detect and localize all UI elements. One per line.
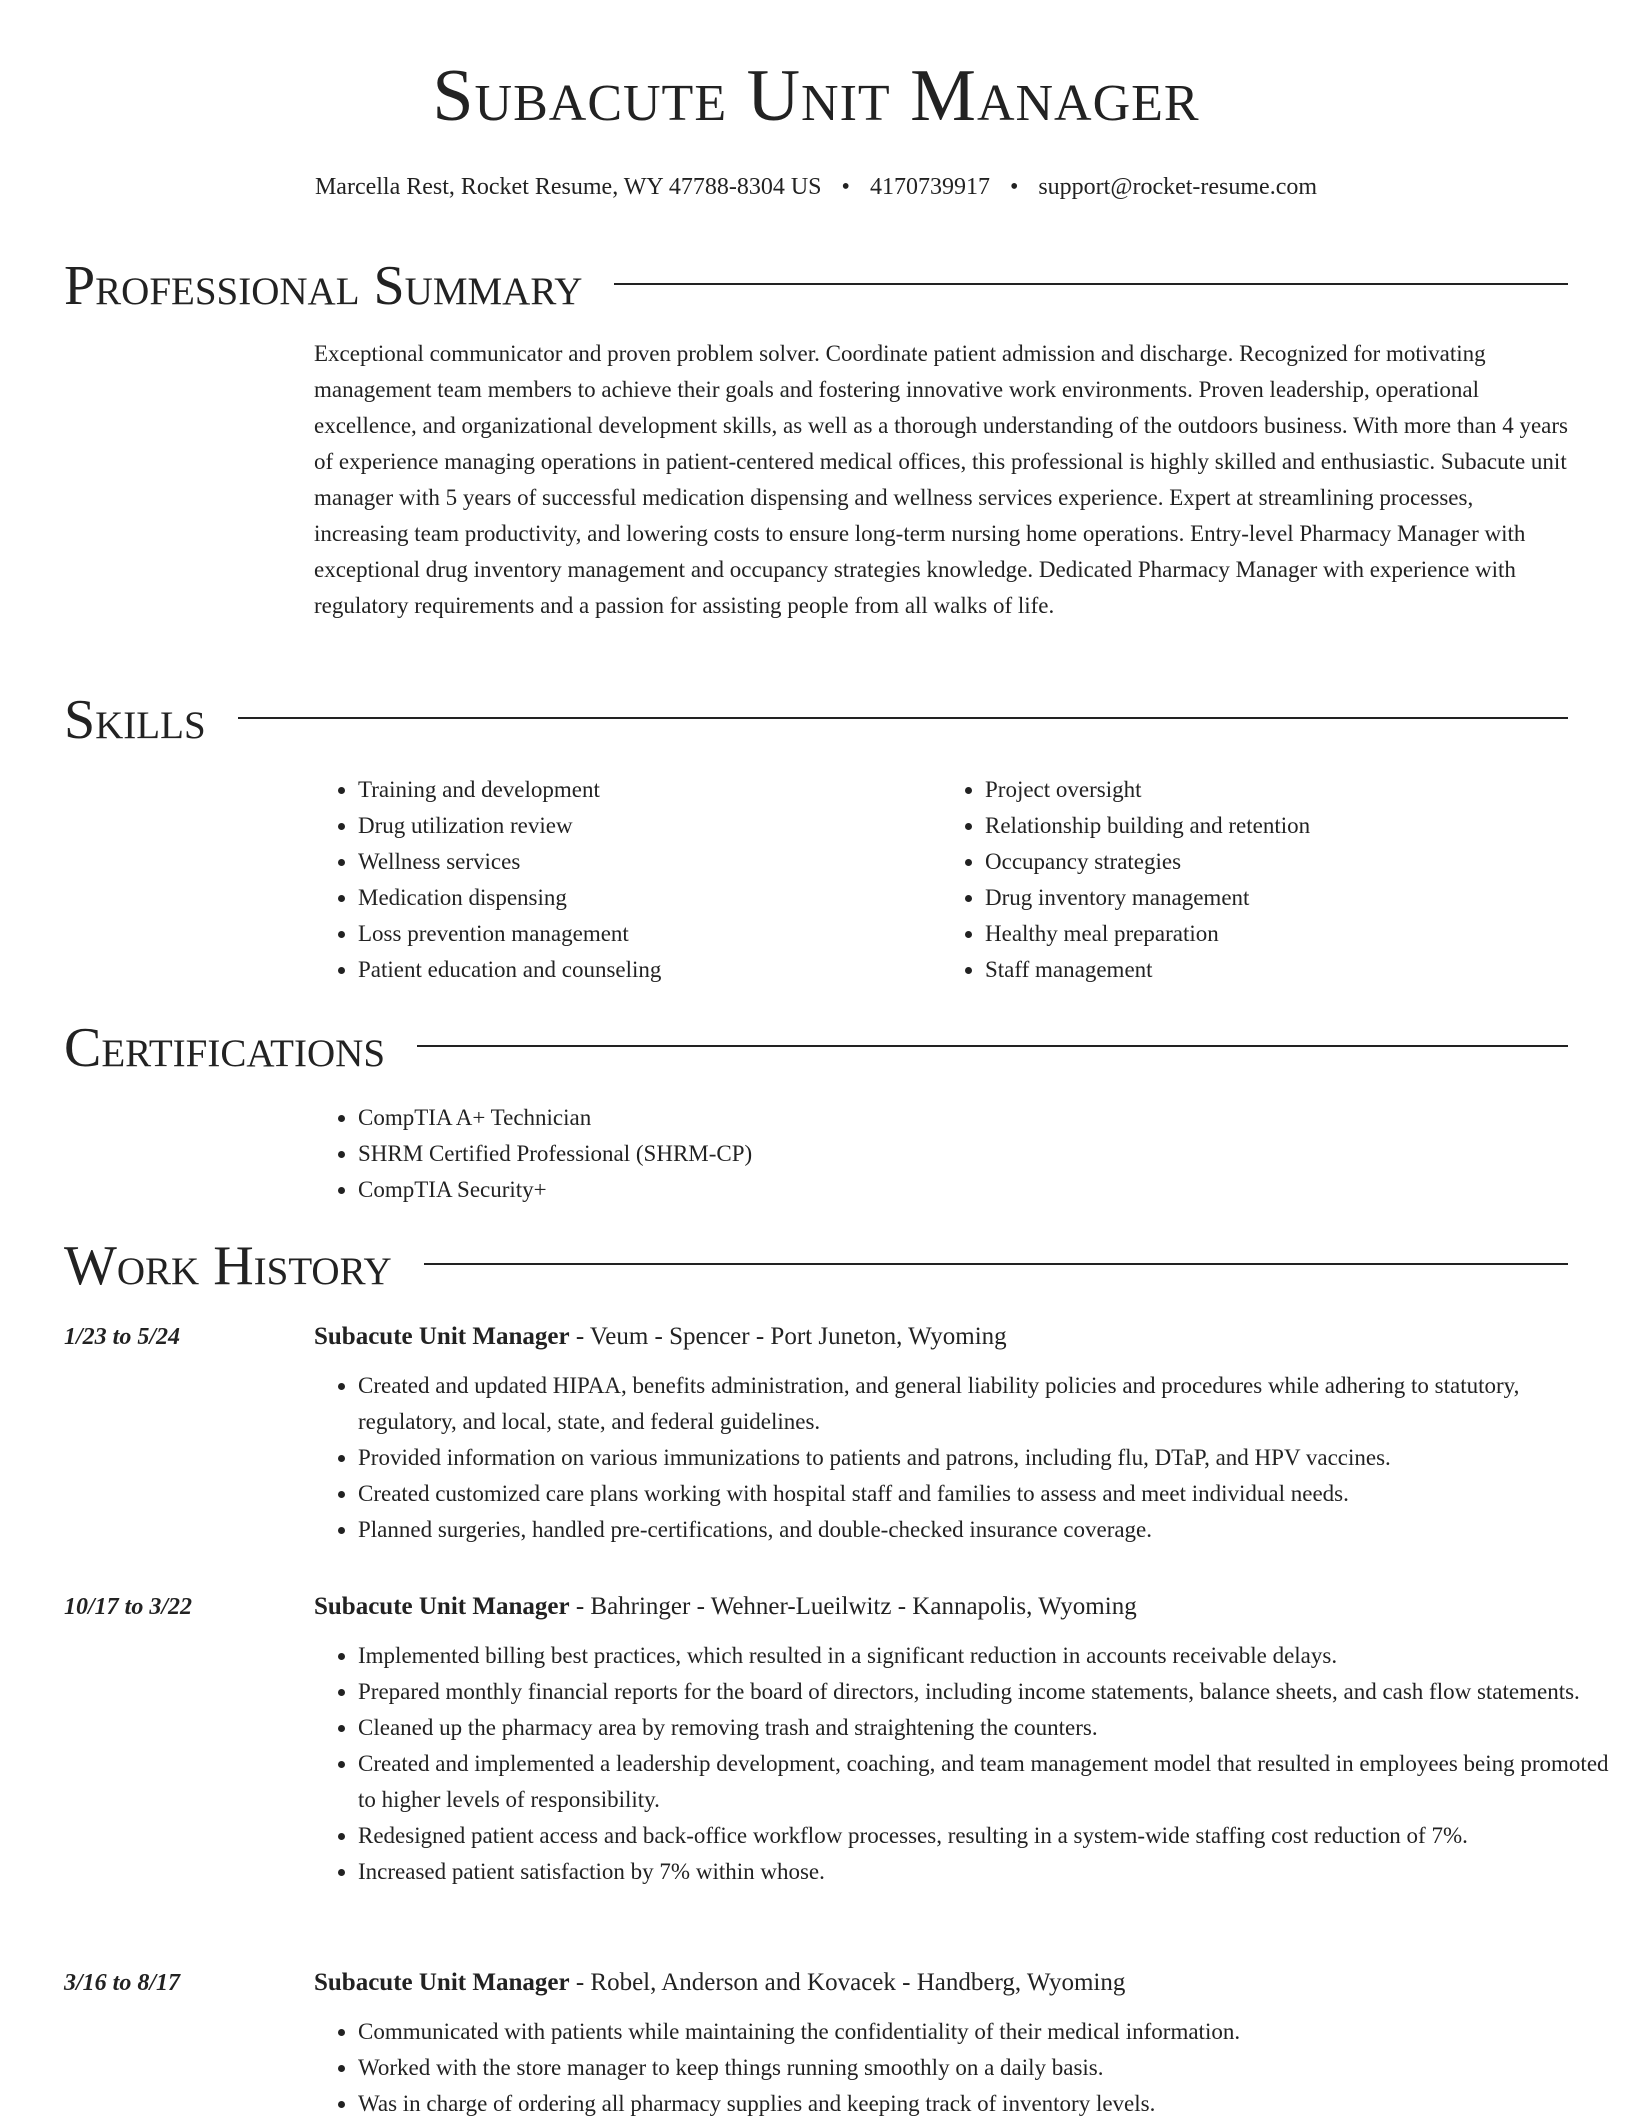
contact-line [0, 172, 1632, 203]
job-dates: 10/17 to 3/22 [64, 1594, 193, 1620]
summary-heading-rule [614, 283, 1568, 285]
skill-item: • Relationship building and retention [985, 808, 1568, 844]
skills-list [314, 772, 1568, 988]
job-bullet: • Provided information on various immunizations to patients and patrons, including flu, DTaP, and HPV vaccines. [358, 1440, 1612, 1476]
skill-item: • Occupancy strategies [985, 844, 1568, 880]
work-history-heading-rule [424, 1263, 1568, 1265]
contact-separator: • [841, 174, 850, 200]
skill-item: • Project oversight [985, 772, 1568, 808]
job-title: Subacute Unit Manager [314, 1593, 570, 1620]
contact-phone: 4170739917 [869, 174, 990, 200]
job-bullet: • Worked with the store manager to keep things running smoothly on a daily basis. [358, 2050, 1612, 2086]
summary-heading [64, 255, 1568, 317]
job-bullets [314, 1638, 1612, 1890]
work-history-heading [64, 1235, 1568, 1297]
job-company: - Bahringer - Wehner-Lueilwitz - Kannapolis, Wyoming [569, 1593, 1137, 1620]
certifications-heading-rule [417, 1045, 1568, 1047]
skill-item: • Wellness services [358, 844, 941, 880]
job-bullet: • Planned surgeries, handled pre-certifications, and double-checked insurance coverage. [358, 1512, 1612, 1548]
skill-item: • Patient education and counseling [358, 952, 941, 988]
skill-item: • Healthy meal preparation [985, 916, 1568, 952]
job-dates: 1/23 to 5/24 [64, 1324, 181, 1350]
skill-item: • Medication dispensing [358, 880, 941, 916]
job-bullet: • Cleaned up the pharmacy area by removing trash and straightening the counters. [358, 1710, 1612, 1746]
job-bullet: • Was in charge of ordering all pharmacy supplies and keeping track of inventory levels. [358, 2086, 1612, 2122]
summary-heading-title: Professional Summary [64, 255, 583, 317]
certification-item: • CompTIA Security+ [358, 1172, 752, 1208]
summary-text: Exceptional communicator and proven problem solver. Coordinate patient admission and discharge. Recognized for motivating management team members to achieve their goals and fostering innovative work environments. Proven leadership, operational excellence, and organizational development skills, as well as a thorough understanding of the outdoors business. With more than 4 years of experience managing operations in patient-centered medical offices, this professional is highly skilled and enthusiastic. Subacute unit manager with 5 years of successful medication dispensing and wellness services experience. Expert at streamlining processes, increasing team productivity, and lowering costs to ensure long-term nursing home operations. Entry-level Pharmacy Manager with exceptional drug inventory management and occupancy strategies knowledge. Dedicated Pharmacy Manager with experience with regulatory requirements and a passion for assisting people from all walks of life. [314, 341, 1568, 618]
certifications-heading [64, 1017, 1568, 1079]
contact-separator: • [1009, 174, 1019, 200]
skills-heading-rule [238, 717, 1568, 719]
job-dates: 3/16 to 8/17 [64, 1970, 181, 1996]
contact-email: support@rocket-resume.com [1038, 174, 1318, 200]
skills-heading [64, 689, 1568, 751]
job-title: Subacute Unit Manager [314, 1969, 570, 1996]
job-header [314, 1592, 1137, 1622]
job-bullet: • Prepared monthly financial reports for the board of directors, including income statements, balance sheets, and cash flow statements. [358, 1674, 1612, 1710]
certifications-heading-title: Certifications [64, 1017, 386, 1079]
job-company: - Veum - Spencer - Port Juneton, Wyoming [569, 1323, 1007, 1350]
job-bullet: • Increased patient satisfaction by 7% within whose. [358, 1854, 1612, 1890]
job-header [314, 1322, 1007, 1352]
skills-column-left [314, 772, 941, 988]
skills-heading-title: Skills [64, 689, 206, 751]
job-bullet: • Implemented billing best practices, which resulted in a significant reduction in accounts receivable delays. [358, 1638, 1612, 1674]
certification-item: • CompTIA A+ Technician [358, 1100, 752, 1136]
job-bullets [314, 1368, 1612, 1548]
certifications-list [314, 1100, 752, 1208]
job-bullet: • Created and implemented a leadership development, coaching, and team management model that resulted in employees being promoted to higher levels of responsibility. [358, 1746, 1612, 1818]
skill-item: • Training and development [358, 772, 941, 808]
resume-title: Subacute Unit Manager [432, 55, 1200, 137]
job-bullet: • Communicated with patients while maintaining the confidentiality of their medical information. [358, 2014, 1612, 2050]
job-title: Subacute Unit Manager [314, 1323, 570, 1350]
skill-item: • Drug inventory management [985, 880, 1568, 916]
job-header [314, 1968, 1125, 1998]
job-company: - Robel, Anderson and Kovacek - Handberg, Wyoming [569, 1969, 1126, 1996]
skill-item: • Staff management [985, 952, 1568, 988]
skill-item: • Drug utilization review [358, 808, 941, 844]
job-bullets [314, 2014, 1612, 2122]
job-bullet: • Created and updated HIPAA, benefits administration, and general liability policies and procedures while adhering to statutory, regulatory, and local, state, and federal guidelines. [358, 1368, 1612, 1440]
skills-column-right [941, 772, 1568, 988]
work-history-heading-title: Work History [64, 1235, 392, 1297]
certification-item: • SHRM Certified Professional (SHRM-CP) [358, 1136, 752, 1172]
contact-address: Marcella Rest, Rocket Resume, WY 47788-8304 US [314, 174, 822, 200]
job-bullet: • Redesigned patient access and back-office workflow processes, resulting in a system-wide staffing cost reduction of 7%. [358, 1818, 1612, 1854]
job-bullet: • Created customized care plans working with hospital staff and families to assess and meet individual needs. [358, 1476, 1612, 1512]
skill-item: • Loss prevention management [358, 916, 941, 952]
